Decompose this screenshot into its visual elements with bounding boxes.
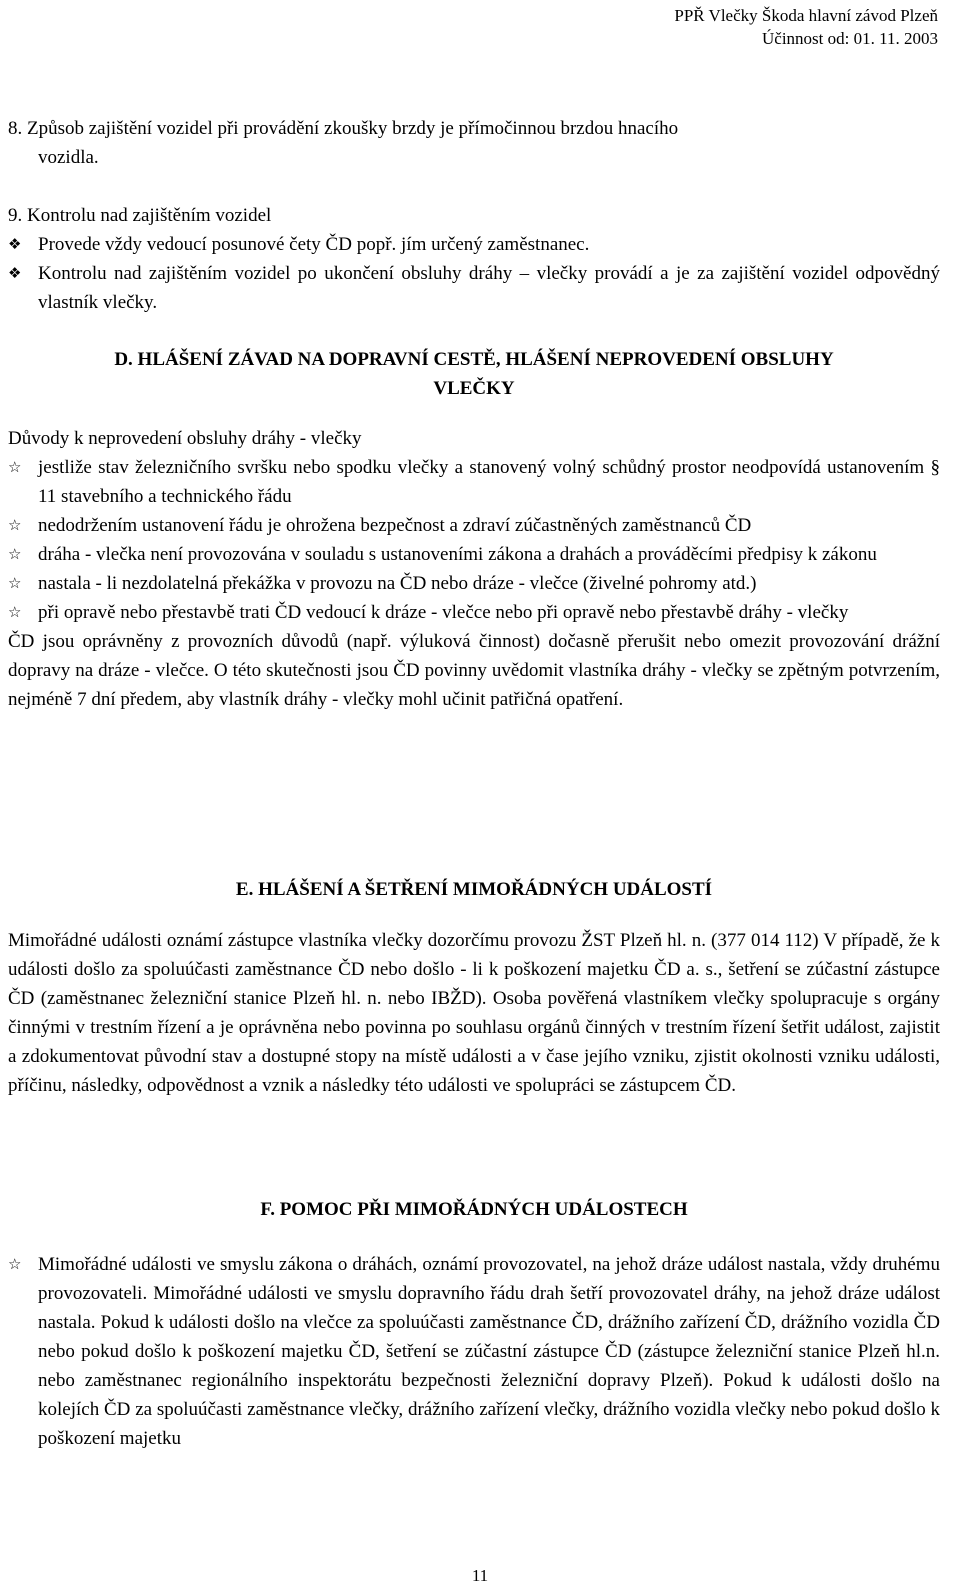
section-d-closing: ČD jsou oprávněny z provozních důvodů (např. výluková činnost) dočasně přerušit nebo omezit provozování drážní dopravy na dráze - vlečce. O této skutečnosti jsou ČD povinny uvědomit vlastníka dráhy - vlečky se zpětným potvrzením, nejméně 7 dní předem, aby vlastník dráhy - vlečky mohl učinit patřičná opatření. <box>8 631 940 710</box>
diamond-bullet-icon: ❖ <box>8 264 22 282</box>
star-bullet-icon: ☆ <box>8 603 22 621</box>
section-e-body: Mimořádné události oznámí zástupce vlastníka vlečky dozorčímu provozu ŽST Plzeň hl. n. (377 014 112) V případě, že k události došlo za spoluúčasti zaměstnance ČD nebo došlo - li k poškození majetku ČD a. s., šetření se zúčastní zástupce ČD (zaměstnanec železniční stanice Plzeň hl. n. nebo IBŽD). Osoba pověřená vlastníkem vlečky spolupracuje s orgány činnými v trestním řízení a je oprávněna nebo povinna po souhlasu orgánů činných v trestním řízení šetřit událost, zajistit a zdokumentovat původní stav a dostupné stopy na místě události a v čase jejího vzniku, zjistit okolnosti vzniku události, příčinu, následky, odpovědnost a vznik a následky této události ve spolupráci se zástupcem ČD. <box>8 930 940 1096</box>
page-number: 11 <box>471 1566 489 1585</box>
diamond-bullet-icon: ❖ <box>8 235 22 253</box>
star-bullet-icon: ☆ <box>8 545 22 563</box>
section-d-intro: Důvody k neprovedení obsluhy dráhy - vlečky <box>8 428 362 449</box>
item-9-heading: 9. Kontrolu nad zajištěním vozidel <box>8 205 272 226</box>
star-bullet-icon: ☆ <box>8 516 22 534</box>
section-f-heading: F. POMOC PŘI MIMOŘÁDNÝCH UDÁLOSTECH <box>260 1199 688 1220</box>
section-d-heading: D. HLÁŠENÍ ZÁVAD NA DOPRAVNÍ CESTĚ, HLÁŠENÍ NEPROVEDENÍ OBSLUHY VLEČKY <box>114 349 834 399</box>
section-e-heading: E. HLÁŠENÍ A ŠETŘENÍ MIMOŘÁDNÝCH UDÁLOSTÍ <box>235 879 713 900</box>
header-effective-date: Účinnost od: 01. 11. 2003 <box>762 29 938 48</box>
header-title: PPŘ Vlečky Škoda hlavní závod Plzeň <box>674 6 938 25</box>
item-9-bullet-2: ❖ Kontrolu nad zajištěním vozidel po ukončení obsluhy dráhy – vlečky provádí a je za zajištění vozidel odpovědný vlastník vlečky. <box>8 259 940 317</box>
page-header <box>674 4 938 50</box>
section-d-body <box>8 424 940 714</box>
item-9-bullet-1: ❖ Provede vždy vedoucí posunové čety ČD popř. jím určený zaměstnanec. <box>8 230 940 259</box>
star-bullet-icon: ☆ <box>8 574 22 592</box>
section-d-star-item-4: ☆ nastala - li nezdolatelná překážka v provozu na ČD nebo dráze - vlečce (živelné pohromy atd.) <box>8 569 940 598</box>
section-d-star-item-2: ☆ nedodržením ustanovení řádu je ohrožena bezpečnost a zdraví zúčastněných zaměstnanců ČD <box>8 511 940 540</box>
section-f-body <box>8 1250 940 1453</box>
section-d-star-item-1: ☆ jestliže stav železničního svršku nebo spodku vlečky a stanovený volný schůdný prostor neodpovídá ustanovením § 11 stavebního a technického řádu <box>8 453 940 511</box>
section-d-star-item-5: ☆ při opravě nebo přestavbě trati ČD vedoucí k dráze - vlečce nebo při opravě nebo přestavbě dráhy - vlečky <box>8 598 940 627</box>
item-8-line2: vozidla. <box>38 147 99 168</box>
star-bullet-icon: ☆ <box>8 458 22 476</box>
item-8-line1: 8. Způsob zajištění vozidel při provádění zkoušky brzdy je přímočinnou brzdou hnacího <box>8 118 679 139</box>
section-d-star-item-3: ☆ dráha - vlečka není provozována v souladu s ustanoveními zákona a drahách a prováděcími předpisy k zákonu <box>8 540 940 569</box>
section-8 <box>8 114 940 172</box>
section-9 <box>8 201 940 317</box>
section-f-star-item: ☆ Mimořádné události ve smyslu zákona o dráhách, oznámí provozovatel, na jehož dráze událost nastala, vždy druhému provozovateli. Mimořádné události ve smyslu dopravního řádu drah šetří provozovatel dráhy, na jehož dráze událost nastala. Pokud k události došlo na vlečce za spoluúčasti zaměstnance ČD, drážního zařízení ČD, drážního vozidla ČD nebo pokud došlo k poškození majetku ČD, šetření se zúčastní zástupce ČD (zástupce železniční stanice Plzeň hl.n. nebo zaměstnanec regionálního inspektorátu bezpečnosti železniční dopravy Plzeň). Pokud k události došlo na kolejích ČD za spoluúčasti zaměstnance vlečky, drážního zařízení vlečky, drážního vozidla vlečky nebo pokud došlo k poškození majetku <box>8 1250 940 1453</box>
star-bullet-icon: ☆ <box>8 1255 22 1273</box>
